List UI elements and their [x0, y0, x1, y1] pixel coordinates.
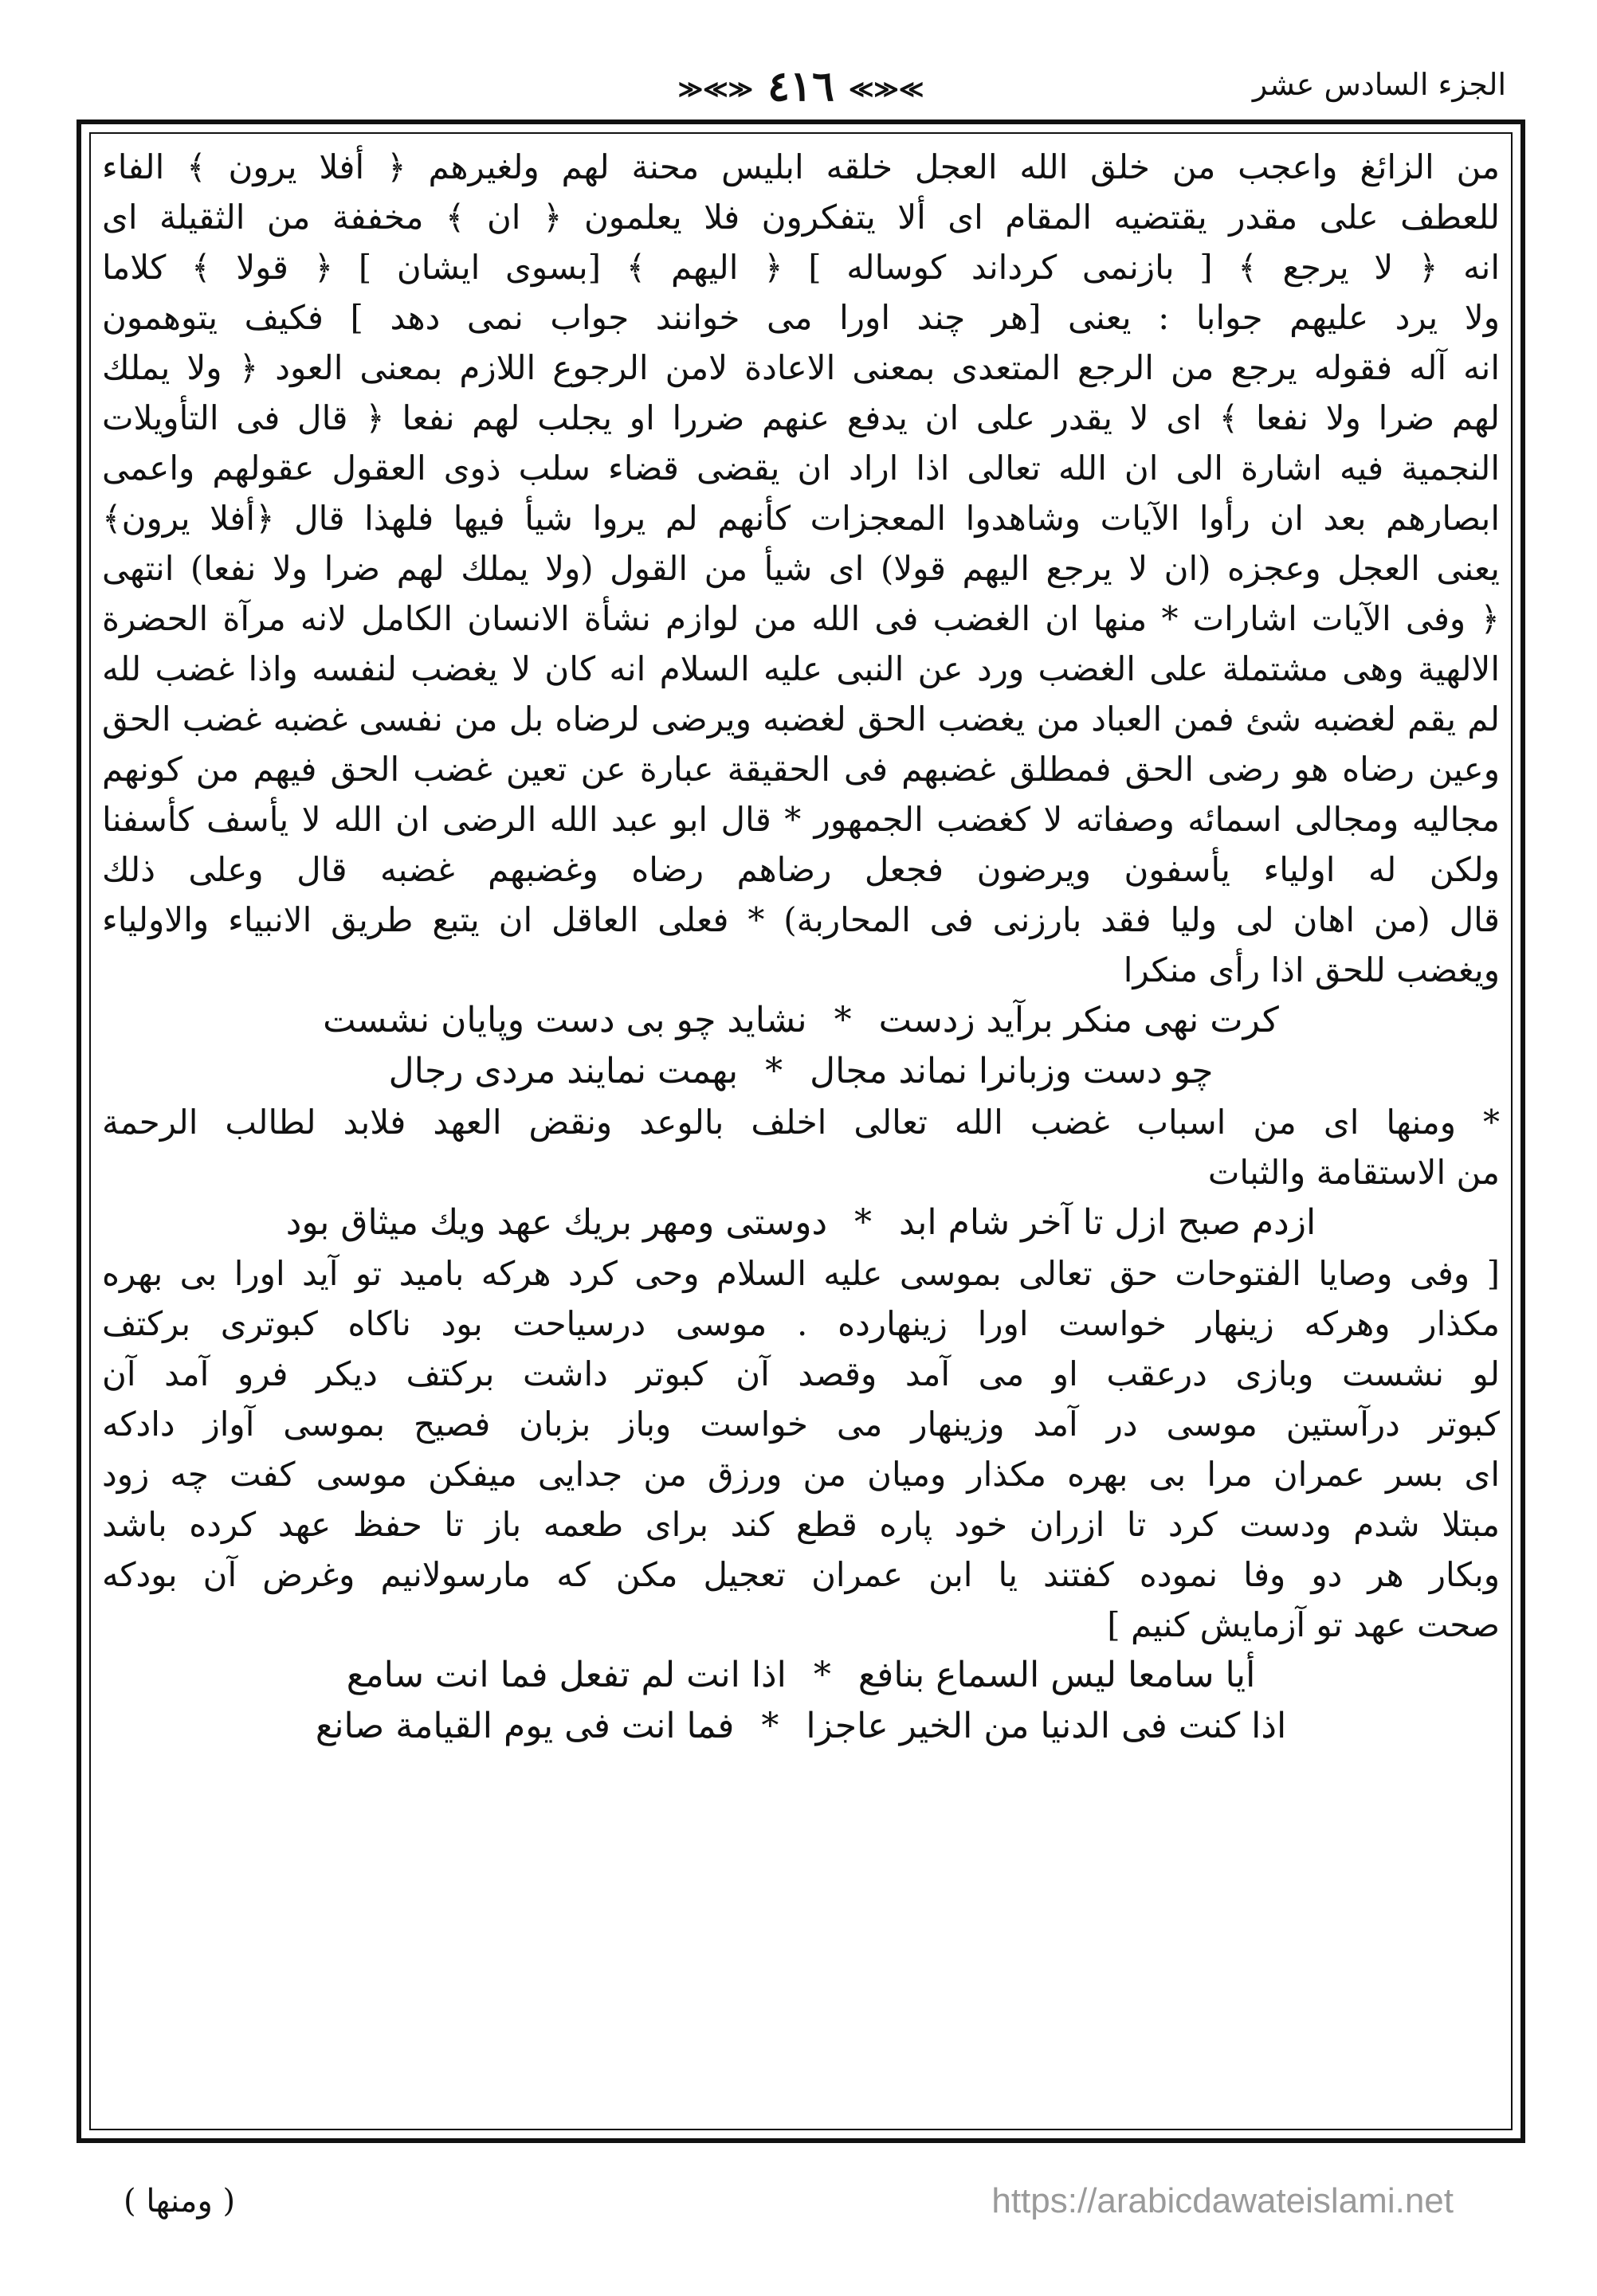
text-line: من الاستقامة والثبات	[1207, 1153, 1500, 1192]
text-line: مبتلا شدم ودست كرد تا ازران خود پاره قطع كند براى طعمه باز تا حفظ عهد كرده باشد	[102, 1505, 1500, 1544]
text-line: * ومنها اى من اسباب غضب الله تعالى اخلف بالوعد ونقض العهد فلابد لطالب الرحمة	[102, 1103, 1500, 1142]
verses-3	[102, 1650, 1500, 1752]
verse-separator: *	[813, 1655, 831, 1695]
text-line: ولكن له اولياء يأسفون ويرضون فجعل رضاهم رضاه وغضبهم غضبه قال وعلى ذلك	[102, 850, 1500, 889]
hemistich-first: أيا سامعا ليس السماع بنافع	[857, 1655, 1256, 1695]
text-line: [ وفى وصايا الفتوحات حق تعالى بموسى عليه السلام وحى كرد هركه باميد تو آيد اورا بى بهره	[102, 1254, 1500, 1293]
main-text	[102, 142, 1500, 2126]
text-line: يعنى العجل وعجزه (ان لا يرجع اليهم قولا) اى شيأ من القول (ولا يملك لهم ضرا ولا نفعا) انتهى	[102, 549, 1500, 588]
hemistich-second: فما انت فى يوم القيامة صانع	[315, 1706, 735, 1746]
text-line: من الزائغ واعجب من خلق الله العجل خلقه ابليس محنة لهم ولغيرهم ﴿ أفلا يرون ﴾ الفاء	[102, 147, 1500, 186]
text-line: كبوتر درآستين موسى در آمد وزينهار مى خواست وباز بزبان فصيح بموسى آواز دادكه	[102, 1405, 1500, 1444]
text-line: مجاليه ومجالى اسمائه وصفاته لا كغضب الجمهور * قال ابو عبد الله الرضى ان الله لا يأسف كأسفنا	[102, 800, 1500, 839]
ornament-icon: ≪≫≪	[849, 76, 924, 104]
ornament-icon: ≫≪≫	[677, 76, 753, 104]
text-line: لو نشست وبازى درعقب او مى آمد وقصد آن كبوتر داشت بركتف ديكر فرو آمد آن	[102, 1354, 1500, 1393]
text-line: ﴿ وفى الآيات اشارات * منها ان الغضب فى الله من لوازم نشأة الانسان الكامل لانه مرآة الحضرة	[102, 599, 1500, 638]
verses-1	[102, 995, 1500, 1097]
watermark-url[interactable]: https://arabicdawateislami.net	[991, 2181, 1454, 2220]
hemistich-first: كرت نهى منكر برآيد زدست	[878, 1000, 1279, 1040]
paragraph-1	[102, 142, 1500, 995]
text-line: مكذار وهركه زينهار خواست اورا زينهارده . موسى درسياحت بود ناكاه كبوترى بركتف	[102, 1304, 1500, 1343]
text-line: وبكار هر دو وفا نموده كفتند يا ابن عمران تعجيل مكن كه مارسولانيم وغرض آن بودكه	[102, 1555, 1500, 1594]
verse-line	[102, 1650, 1500, 1701]
text-line: لم يقم لغضبه شئ فمن العباد من يغضب الحق لغضبه ويرضى لرضاه بل من نفسى غضبه غضب الحق	[102, 699, 1500, 739]
verse-line	[102, 995, 1500, 1046]
verse-2	[102, 1197, 1500, 1248]
part-title: الجزء السادس عشر	[1252, 67, 1506, 102]
text-line: النجمية فيه اشارة الى ان الله تعالى اذا اراد ان يقضى قضاء سلب ذوى العقول عقولهم واعمى	[102, 449, 1500, 488]
text-line: اى بسر عمران مرا بى بهره مكذار وميان من ورزق من جدايى ميفكن موسى كفت چه زود	[102, 1455, 1500, 1494]
hemistich-second: اذا انت لم تفعل فما انت سامع	[346, 1655, 787, 1695]
text-line: ابصارهم بعد ان رأوا الآيات وشاهدوا المعجزات كأنهم لم يروا شيأ فيها فلهذا قال ﴿أفلا يرون﴾	[102, 499, 1500, 538]
paragraph-2	[102, 1097, 1500, 1197]
verse-line	[102, 1701, 1500, 1752]
verse-separator: *	[761, 1706, 779, 1746]
text-line: الالهية وهى مشتملة على الغضب ورد عن النبى عليه السلام انه كان لا يغضب لنفسه واذا غضب لله	[102, 649, 1500, 688]
text-line: انه آله فقوله يرجع من الرجع المتعدى بمعنى الاعادة لامن الرجوع اللازم بمعنى العود ﴿ ولا يملك	[102, 348, 1500, 387]
hemistich-second: نشايد چو بى دست وپايان نشست	[323, 1000, 807, 1040]
page-number-wrap	[96, 62, 1506, 111]
verse-separator: *	[854, 1202, 873, 1243]
hemistich-first: ازدم صبح ازل تا آخر شام ابد	[899, 1202, 1316, 1243]
catchword: ( ومنها )	[124, 2183, 236, 2220]
paragraph-3	[102, 1248, 1500, 1650]
text-line: للعطف على مقدر يقتضيه المقام اى ألا يتفكرون فلا يعلمون ﴿ ان ﴾ مخففة من الثقيلة اى	[102, 198, 1500, 237]
verse-line	[102, 1197, 1500, 1248]
hemistich-second: دوستى ومهر بريك عهد ويك ميثاق بود	[285, 1202, 828, 1243]
text-line: وعين رضاه هو رضى الحق فمطلق غضبهم فى الحقيقة عبارة عن تعين غضب الحق فيهم من كونهم	[102, 750, 1500, 789]
page-header	[96, 62, 1506, 123]
verse-line	[102, 1046, 1500, 1097]
hemistich-second: بهمت نمايند مردى رجال	[388, 1051, 739, 1091]
verse-separator: *	[765, 1051, 783, 1091]
hemistich-first: اذا كنت فى الدنيا من الخير عاجزا	[806, 1706, 1287, 1746]
page-number: ٤١٦	[767, 62, 834, 111]
hemistich-first: چو دست وزبانرا نماند مجال	[810, 1051, 1214, 1091]
verse-separator: *	[834, 1000, 852, 1040]
text-line: صحت عهد تو آزمايش كنيم ]	[1107, 1605, 1500, 1644]
text-line: ولا يرد عليهم جوابا : يعنى [هر چند اورا مى خوانند جواب نمى دهد ] فكيف يتوهمون	[102, 298, 1500, 337]
text-line: انه ﴿ لا يرجع ﴾ [ بازنمى كرداند كوساله ] ﴿ اليهم ﴾ [بسوى ايشان ] ﴿ قولا ﴾ كلاما	[102, 248, 1500, 287]
text-line: ويغضب للحق اذا رأى منكرا	[1123, 950, 1500, 989]
text-line: لهم ضرا ولا نفعا ﴾ اى لا يقدر على ان يدفع عنهم ضررا او يجلب لهم نفعا ﴿ قال فى التأويلات	[102, 398, 1500, 437]
text-line: قال (من اهان لى وليا فقد بارزنى فى المحاربة) * فعلى العاقل ان يتبع طريق الانبياء والاولياء	[102, 900, 1500, 939]
